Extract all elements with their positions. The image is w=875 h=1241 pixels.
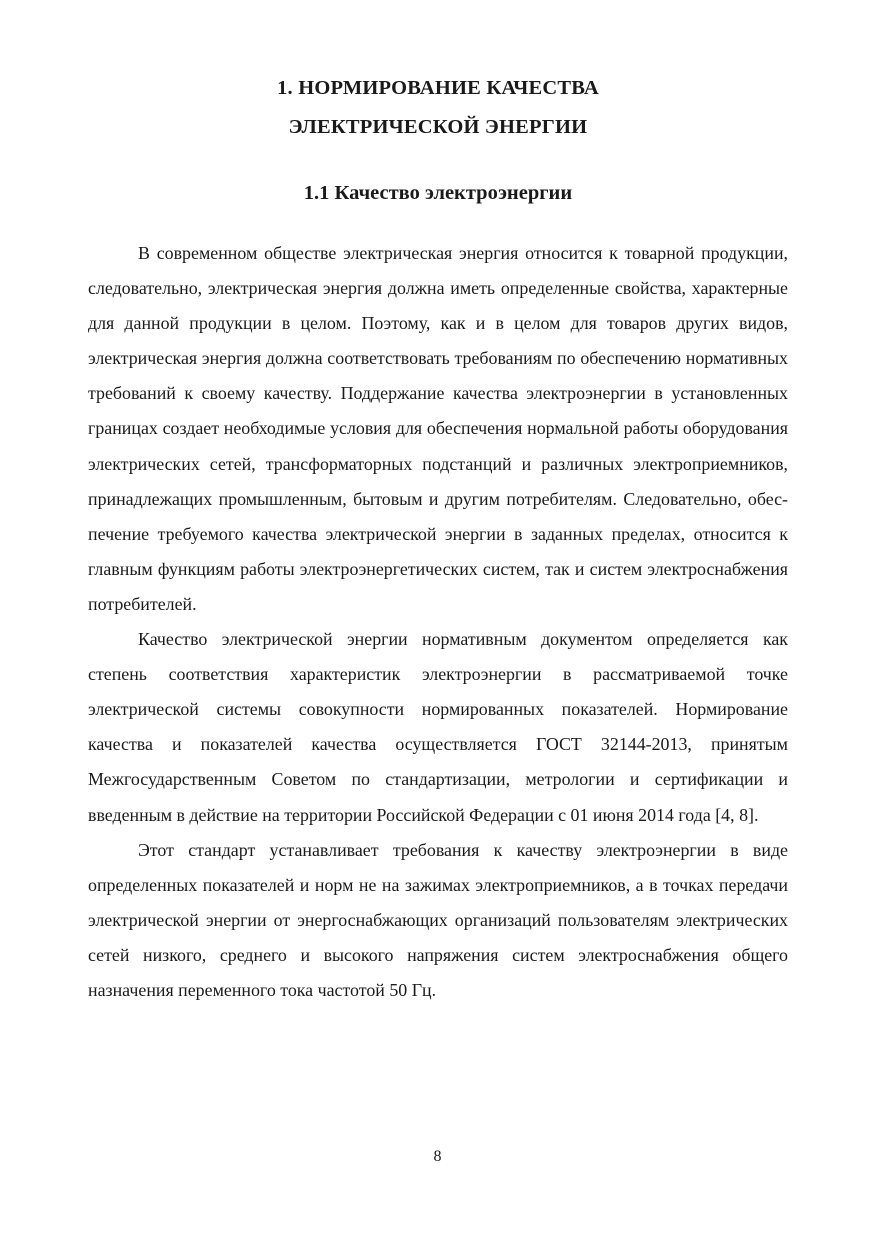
- paragraph-3: Этот стандарт устанавливает требования к качеству электроэнергии в виде определенных показателей и норм не на зажимах электроприемников, а в точках передачи электрической энергии от энергоснабжающих организаций пользователям электрических сетей низкого, среднего и высокого напряжения систем электроснабжения общего назначения переменного тока частотой 50 Гц.: [88, 839, 788, 1000]
- chapter-title: [88, 69, 788, 147]
- chapter-title-line-2: ЭЛЕКТРИЧЕСКОЙ ЭНЕРГИИ: [288, 116, 588, 138]
- chapter-title-line-1: 1. НОРМИРОВАНИЕ КАЧЕСТВА: [277, 77, 599, 99]
- paragraph-1: В современном обществе электрическая энергия относится к товарной продукции, следовательно, электрическая энергия должна иметь определенные свойства, характерные для данной продукции в целом. Поэтому, как и в целом для товаров других видов, электрическая энергия должна соответствовать требованиям по обеспечению нормативных требований к своему качеству. Поддержание качества электроэнергии в установленных границах создает необходимые условия для обеспечения нормальной работы оборудования электрических сетей, трансформаторных подстанций и различных электроприемников, принадлежащих промышленным, бытовым и другим потребителям. Следовательно, обеспечение требуемого качества электрической энергии в заданных пределах, относится к главным функциям работы электроэнергетических систем, так и систем электроснабжения потребителей.: [88, 243, 788, 614]
- body-text: [88, 236, 788, 1008]
- section-title: 1.1 Качество электроэнергии: [303, 182, 573, 204]
- page-number: 8: [433, 1148, 442, 1165]
- paragraph-2: Качество электрической энергии нормативным документом определяется как степень соответствия характеристик электроэнергии в рассматриваемой точке электрической системы совокупности нормированных показателей. Нормирование качества и показателей качества осуществляется ГОСТ 32144-2013, принятым Межгосударственным Советом по стандартизации, метрологии и сертификации и введенным в действие на территории Российской Федерации с 01 июня 2014 года [4, 8].: [88, 629, 788, 825]
